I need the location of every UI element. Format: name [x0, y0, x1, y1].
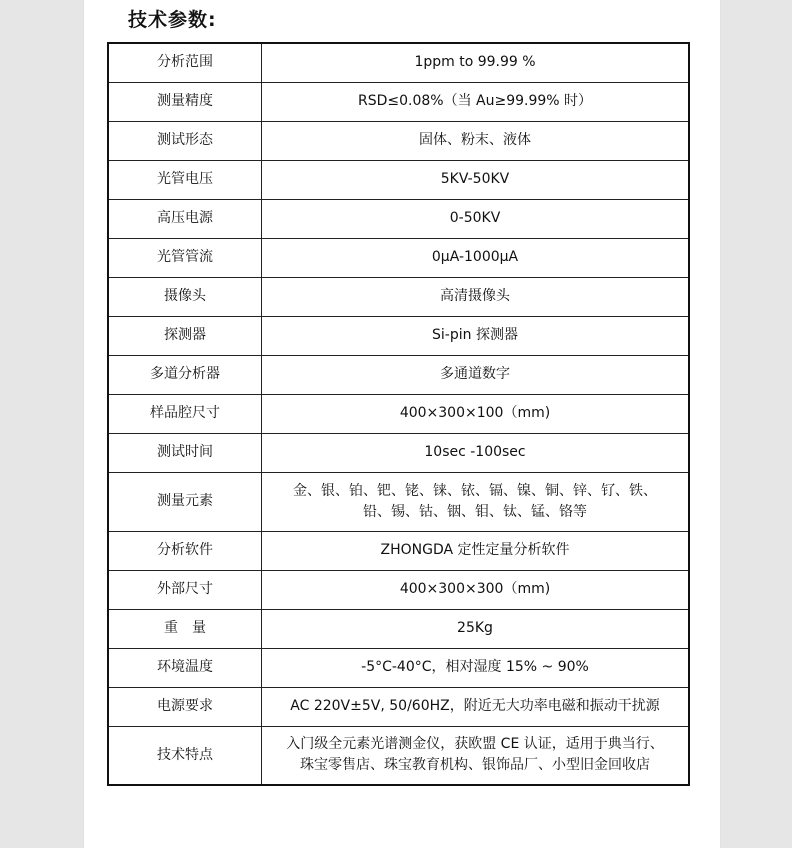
- row-label: 重 量: [108, 609, 262, 648]
- row-label: 测试时间: [108, 433, 262, 472]
- table-row: [108, 160, 689, 199]
- table-row: [108, 355, 689, 394]
- table-row: [108, 238, 689, 277]
- row-label: 环境温度: [108, 648, 262, 687]
- row-value: 25Kg: [262, 609, 690, 648]
- row-label: 测量元素: [108, 472, 262, 531]
- table-row: [108, 43, 689, 82]
- table-row: [108, 394, 689, 433]
- row-value: 0μA-1000μA: [262, 238, 690, 277]
- row-value: AC 220V±5V, 50/60HZ，附近无大功率电磁和振动干扰源: [262, 687, 690, 726]
- section-title: 技术参数:: [128, 9, 217, 31]
- row-value-line: 金、银、铂、钯、铑、铼、铱、镉、镍、铜、锌、钌、铁、: [293, 482, 657, 499]
- row-label: 测试形态: [108, 121, 262, 160]
- row-value: -5°C-40°C，相对湿度 15% ~ 90%: [262, 648, 690, 687]
- row-value: 10sec -100sec: [262, 433, 690, 472]
- row-value: 多通道数字: [262, 355, 690, 394]
- row-value: 高清摄像头: [262, 277, 690, 316]
- row-value: 固体、粉末、液体: [262, 121, 690, 160]
- table-row: [108, 82, 689, 121]
- row-value-line: 珠宝零售店、珠宝教育机构、银饰品厂、小型旧金回收店: [300, 757, 650, 774]
- row-value: ZHONGDA 定性定量分析软件: [262, 531, 690, 570]
- table-row: [108, 433, 689, 472]
- row-label: 光管电压: [108, 160, 262, 199]
- row-value: [262, 472, 690, 531]
- row-label: 外部尺寸: [108, 570, 262, 609]
- table-row: [108, 687, 689, 726]
- row-label: 分析软件: [108, 531, 262, 570]
- table-row: [108, 531, 689, 570]
- row-label: 电源要求: [108, 687, 262, 726]
- table-row: [108, 121, 689, 160]
- table-row: [108, 199, 689, 238]
- row-value: 0-50KV: [262, 199, 690, 238]
- row-value: 400×300×100（mm): [262, 394, 690, 433]
- row-value: RSD≤0.08%（当 Au≥99.99% 时）: [262, 82, 690, 121]
- row-value: [262, 726, 690, 785]
- row-label: 样品腔尺寸: [108, 394, 262, 433]
- row-value: 400×300×300（mm): [262, 570, 690, 609]
- table-row: [108, 609, 689, 648]
- row-label: 多道分析器: [108, 355, 262, 394]
- row-label: 技术特点: [108, 726, 262, 785]
- table-row: [108, 648, 689, 687]
- row-value-line: 铅、锡、钴、铟、钼、钛、锰、铬等: [363, 503, 587, 520]
- row-label: 测量精度: [108, 82, 262, 121]
- row-value-line: 入门级全元素光谱测金仪，获欧盟 CE 认证，适用于典当行、: [286, 736, 664, 753]
- table-row: [108, 277, 689, 316]
- row-value: Si-pin 探测器: [262, 316, 690, 355]
- row-label: 摄像头: [108, 277, 262, 316]
- row-value: 1ppm to 99.99 %: [262, 43, 690, 82]
- table-row: [108, 316, 689, 355]
- row-label: 分析范围: [108, 43, 262, 82]
- row-label: 光管管流: [108, 238, 262, 277]
- row-value: 5KV-50KV: [262, 160, 690, 199]
- table-row: [108, 726, 689, 785]
- table-row: [108, 570, 689, 609]
- spec-table: [107, 42, 690, 786]
- row-label: 高压电源: [108, 199, 262, 238]
- table-row: [108, 472, 689, 531]
- row-label: 探测器: [108, 316, 262, 355]
